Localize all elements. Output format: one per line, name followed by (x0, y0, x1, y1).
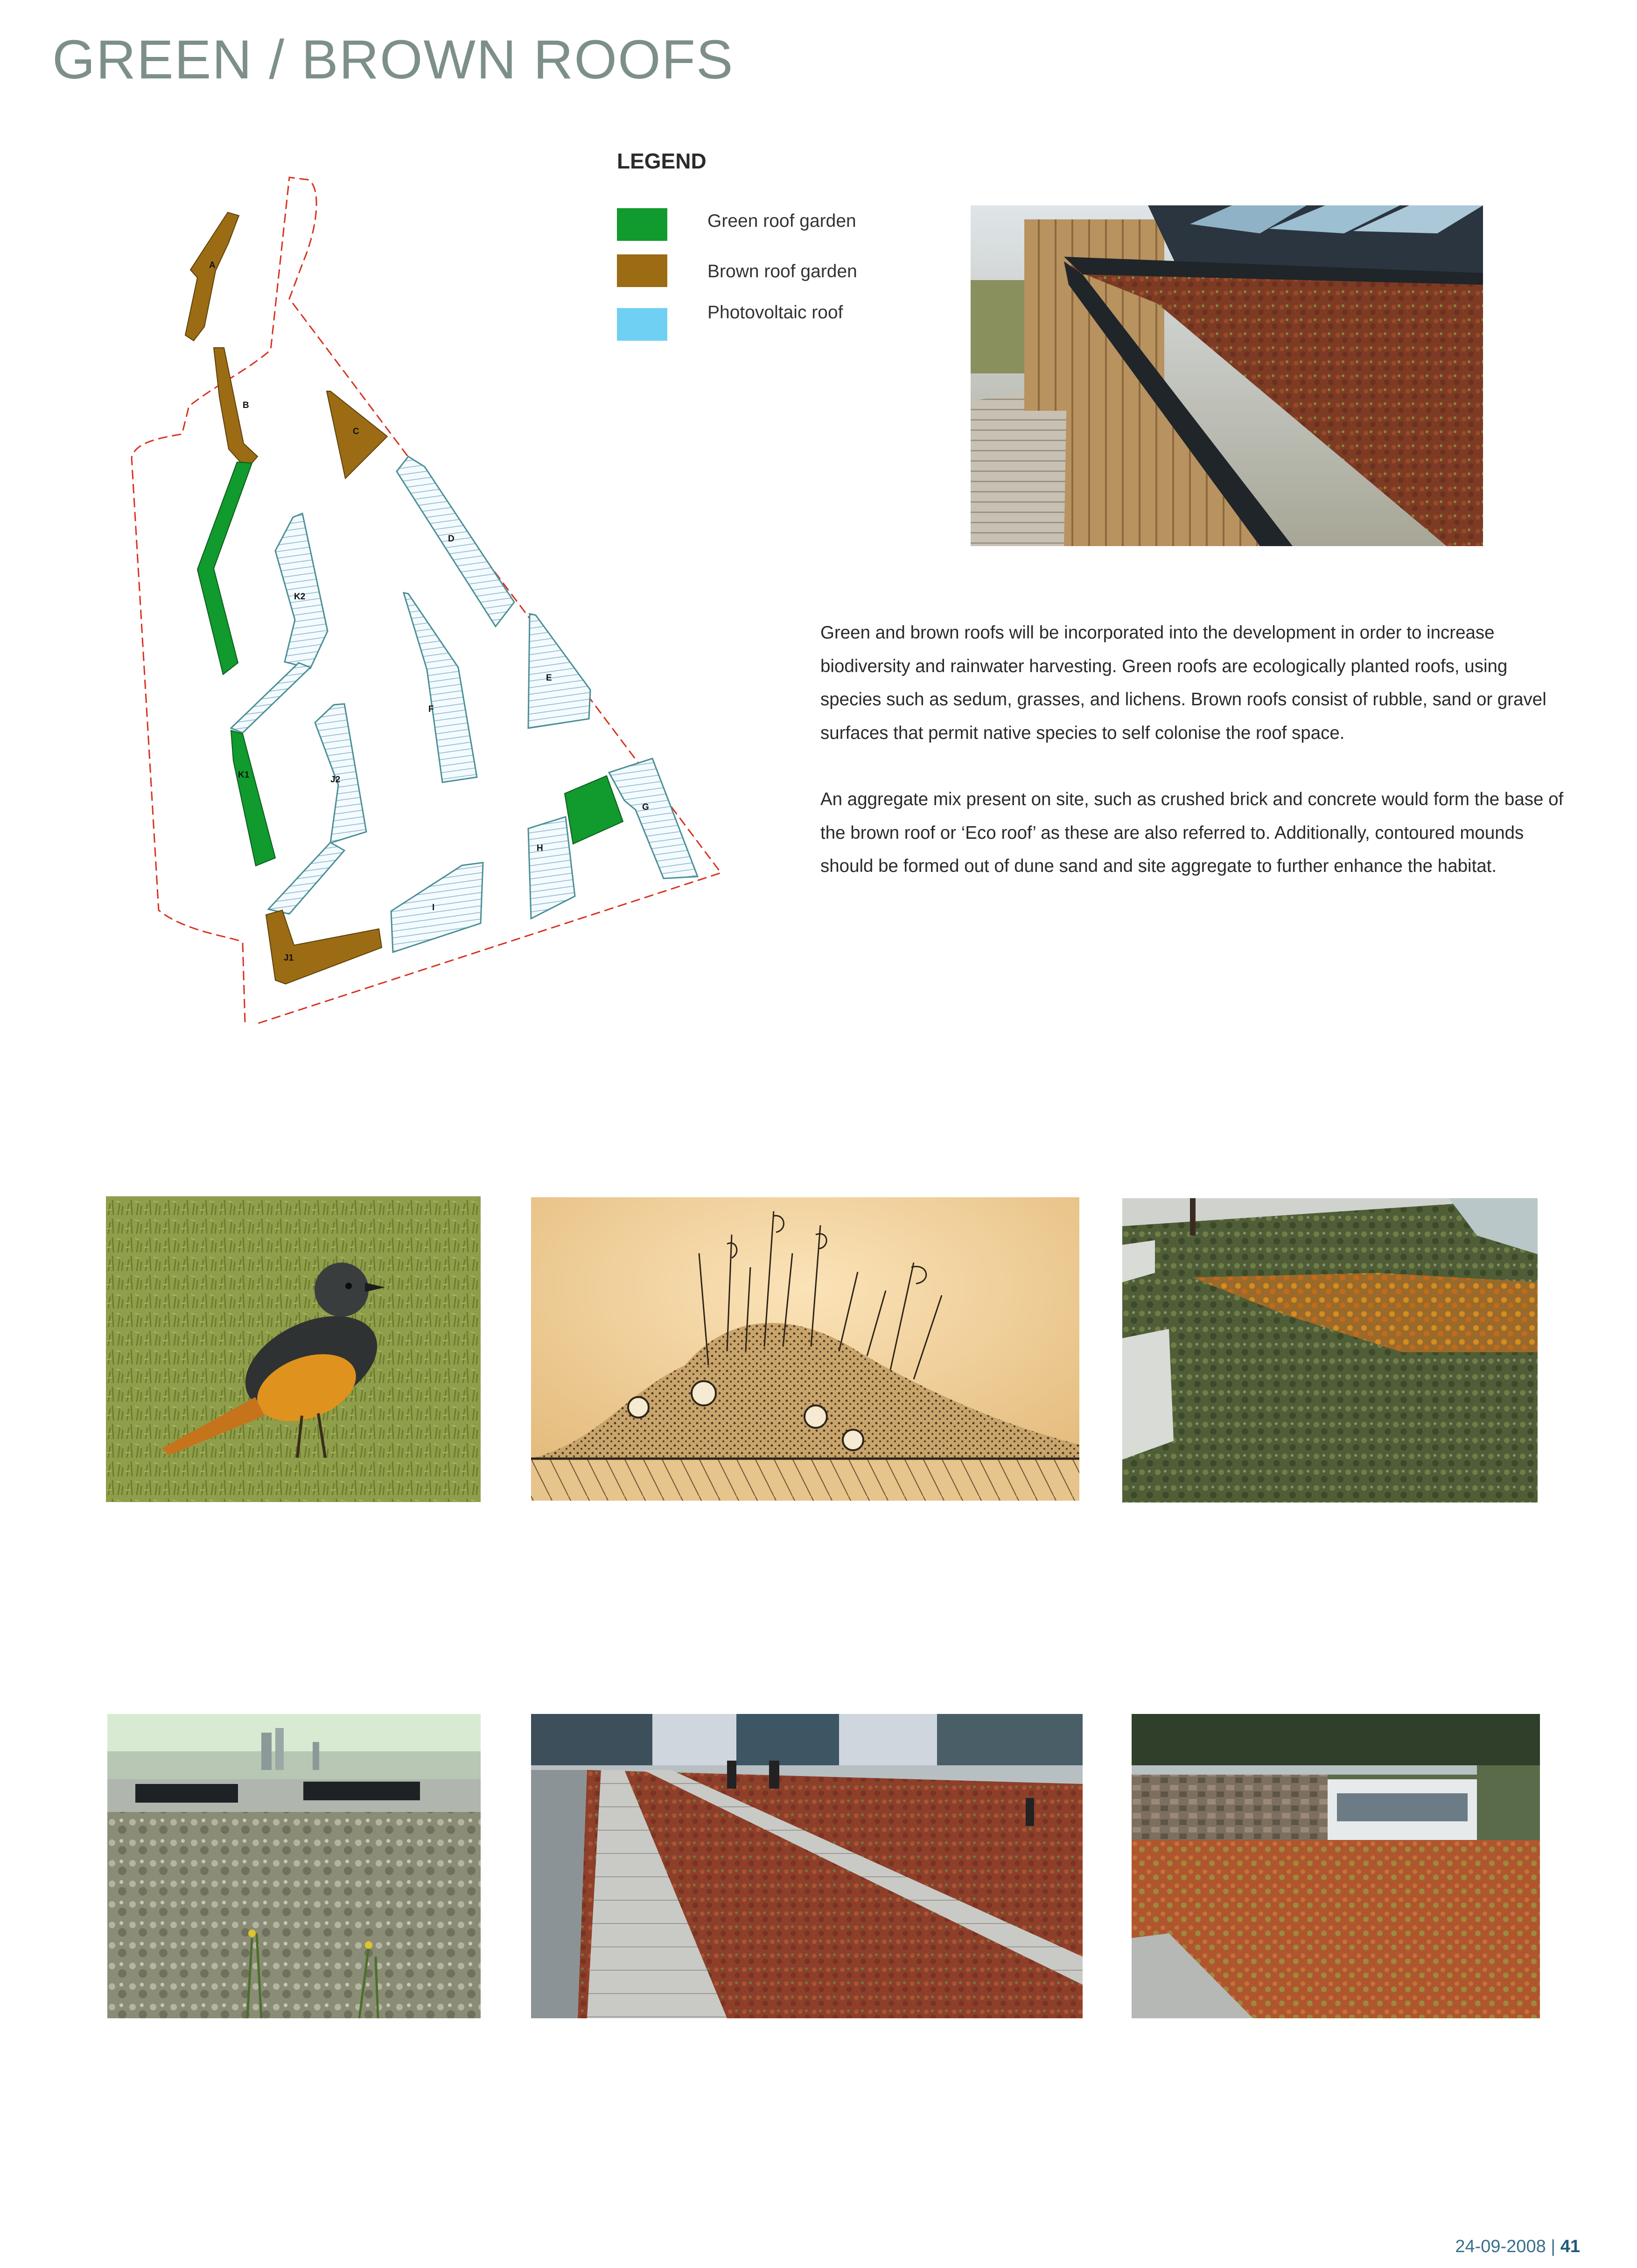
photo-redstart-bird (106, 1196, 481, 1502)
building-l (197, 462, 252, 674)
site-plan (117, 168, 733, 1032)
site-plan-label-b: B (243, 400, 249, 410)
building-i (391, 863, 483, 952)
site-plan-label-k2: K2 (294, 592, 306, 602)
page-title: GREEN / BROWN ROOFS (52, 29, 734, 91)
building-j1 (266, 910, 382, 984)
building-k1 (231, 730, 275, 866)
site-plan-label-h: H (537, 843, 543, 853)
legend-label-green-roof: Green roof garden (707, 211, 856, 231)
site-plan-label-f: F (428, 704, 434, 714)
building-a (185, 212, 239, 341)
site-plan-label-j2: J2 (330, 775, 341, 785)
site-plan-label-c: C (353, 427, 359, 436)
building-f (404, 593, 477, 782)
building-k2 (275, 513, 328, 668)
site-plan-label-a: A (209, 260, 216, 270)
footer-separator: | (1551, 2237, 1556, 2256)
photo-roof-walkway-sedum (531, 1714, 1083, 2018)
building-d (397, 456, 514, 626)
photo-sedum-roof-paving (1122, 1198, 1538, 1503)
legend-label-photovoltaic-roof: Photovoltaic roof (707, 302, 843, 323)
footer-date: 24-09-2008 (1455, 2237, 1546, 2256)
site-plan-label-j1: J1 (284, 953, 294, 963)
building-h (528, 817, 575, 919)
photo-green-roof-terrace (971, 205, 1483, 546)
body-paragraph-1: Green and brown roofs will be incorporated into the development in order to increase biodiversity and rainwater harvesting. Green roofs are ecologically planted roofs, using species such as sedum, grasses, and lichens. Brown roofs consist of rubble, sand or gravel surfaces that permit native species to self colonise the roof space. (820, 623, 1546, 743)
site-plan-label-d: D (448, 534, 455, 544)
photo-brown-roof-rubble (107, 1714, 481, 2018)
illustration-habitat-mound (531, 1197, 1079, 1501)
site-plan-label-g: G (642, 802, 649, 812)
photo-sedum-roof-building (1132, 1714, 1540, 2018)
building-j2-arm (268, 843, 344, 914)
site-plan-label-e: E (546, 673, 552, 683)
page-footer (1455, 2237, 1580, 2257)
photovoltaic-roof-blocks (231, 456, 698, 952)
site-plan-label-k1: K1 (238, 770, 250, 780)
legend-title: LEGEND (617, 149, 707, 173)
building-e (528, 614, 590, 728)
building-k2-arm (231, 663, 310, 733)
site-plan-label-i: I (432, 903, 435, 913)
body-paragraph-2: An aggregate mix present on site, such as crushed brick and concrete would form the base of the brown roof or ‘Eco roof’ as these are also referred to. Additionally, contoured mounds should be formed out of dune sand and site aggregate to further enhance the habitat. (820, 789, 1564, 876)
page-number: 41 (1560, 2237, 1580, 2256)
legend-label-brown-roof: Brown roof garden (707, 261, 857, 281)
building-j2 (315, 704, 366, 843)
building-g-green (565, 776, 623, 844)
body-text (820, 616, 1567, 916)
